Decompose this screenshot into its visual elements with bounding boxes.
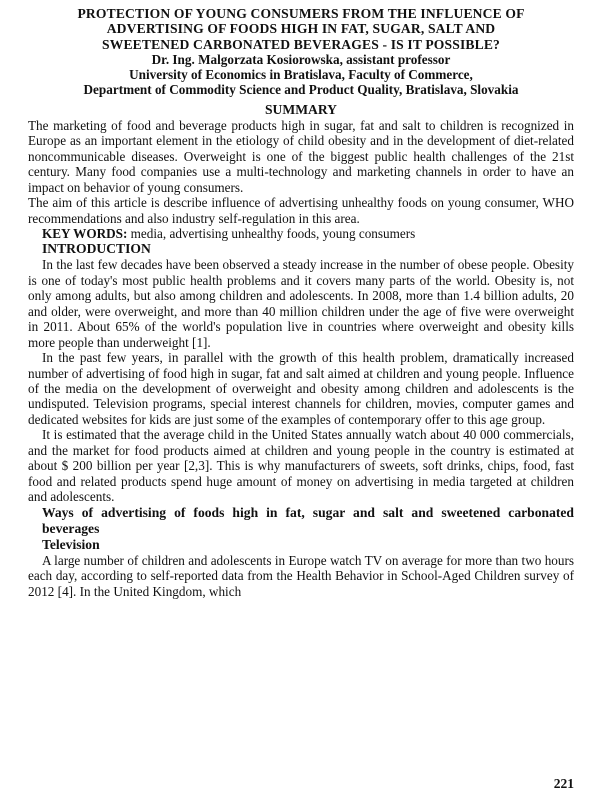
television-heading: Television (42, 536, 100, 552)
paper-body (28, 102, 574, 599)
paper-title-line-3: SWEETENED CARBONATED BEVERAGES - IS IT POSSIBLE? (101, 36, 500, 52)
affiliation-line-1: University of Economics in Bratislava, Faculty of Commerce, (129, 67, 473, 83)
title-block (28, 6, 574, 98)
paper-title-line-1: PROTECTION OF YOUNG CONSUMERS FROM THE INFLUENCE OF (77, 6, 525, 21)
intro-paragraph-1: In the last few decades have been observed a steady increase in the number of obese people. Obesity is one of today's most public health problems and it covers many parts of the world. Obesity is, not only among adults, but also among children and adolescents. In 2008, more than 1.4 billion adults, 20 and older, were overweight, and more than 40 million children under the age of five were overweight in 2011. About 65% of the world's population live in countries where overweight and obesity kills more people than underweight [1]. (28, 257, 574, 350)
television-paragraph: A large number of children and adolescents in Europe watch TV on average for more than two hours each day, according to self-reported data from the Health Behavior in School-Aged Children survey of 2012 [4]. In the United Kingdom, which (28, 552, 574, 599)
intro-paragraph-2: In the past few years, in parallel with the growth of this health problem, dramatically increased number of advertising of food high in sugar, fat and salt aimed at children and young people. Influence of the media on the development of overweight and obesity among children and adolescents is the undisputed. Television programs, special interest channels for children, movies, computer games and dedicated websites for kids are just some of the examples of contemporary offer to this age group. (28, 350, 574, 427)
paper-title-line-2: ADVERTISING OF FOODS HIGH IN FAT, SUGAR, SALT AND (106, 21, 496, 37)
summary-paragraph-2: The aim of this article is describe influence of advertising unhealthy foods on young consumer, WHO recommendations and also industry self-regulation in this area. (28, 195, 574, 226)
keywords-line (28, 226, 574, 241)
keywords-label: KEY WORDS: (42, 225, 128, 241)
author-line: Dr. Ing. Malgorzata Kosiorowska, assistant professor (151, 51, 451, 67)
affiliation-line-2: Department of Commodity Science and Product Quality, Bratislava, Slovakia (83, 82, 519, 98)
ways-heading: Ways of advertising of foods high in fat, sugar and salt and sweetened carbonated beverages (42, 504, 574, 536)
page-number: 221 (553, 776, 574, 791)
summary-heading: SUMMARY (264, 101, 337, 117)
intro-paragraph-3: It is estimated that the average child in the United States annually watch about 40 000 commercials, and the market for food products aimed at children and young people in the country is estimated at about $ 200 billion per year [2,3]. This is why manufacturers of sweets, soft drinks, chips, food, fast food and related products spend huge amount of money on advertising in media targeted at children and adolescents. (28, 427, 574, 505)
keywords-text: media, advertising unhealthy foods, young consumers (127, 225, 416, 241)
summary-paragraph-1: The marketing of food and beverage products high in sugar, fat and salt to children is recognized in Europe as an important element in the etiology of child obesity and in the development of diet-related noncommunicable diseases. Overweight is one of the biggest public health challenges of the 21st century. Many food companies use a multi-technology and marketing channels in order to have an impact on behavior of young consumers. (28, 117, 574, 195)
introduction-heading: INTRODUCTION (42, 241, 151, 257)
